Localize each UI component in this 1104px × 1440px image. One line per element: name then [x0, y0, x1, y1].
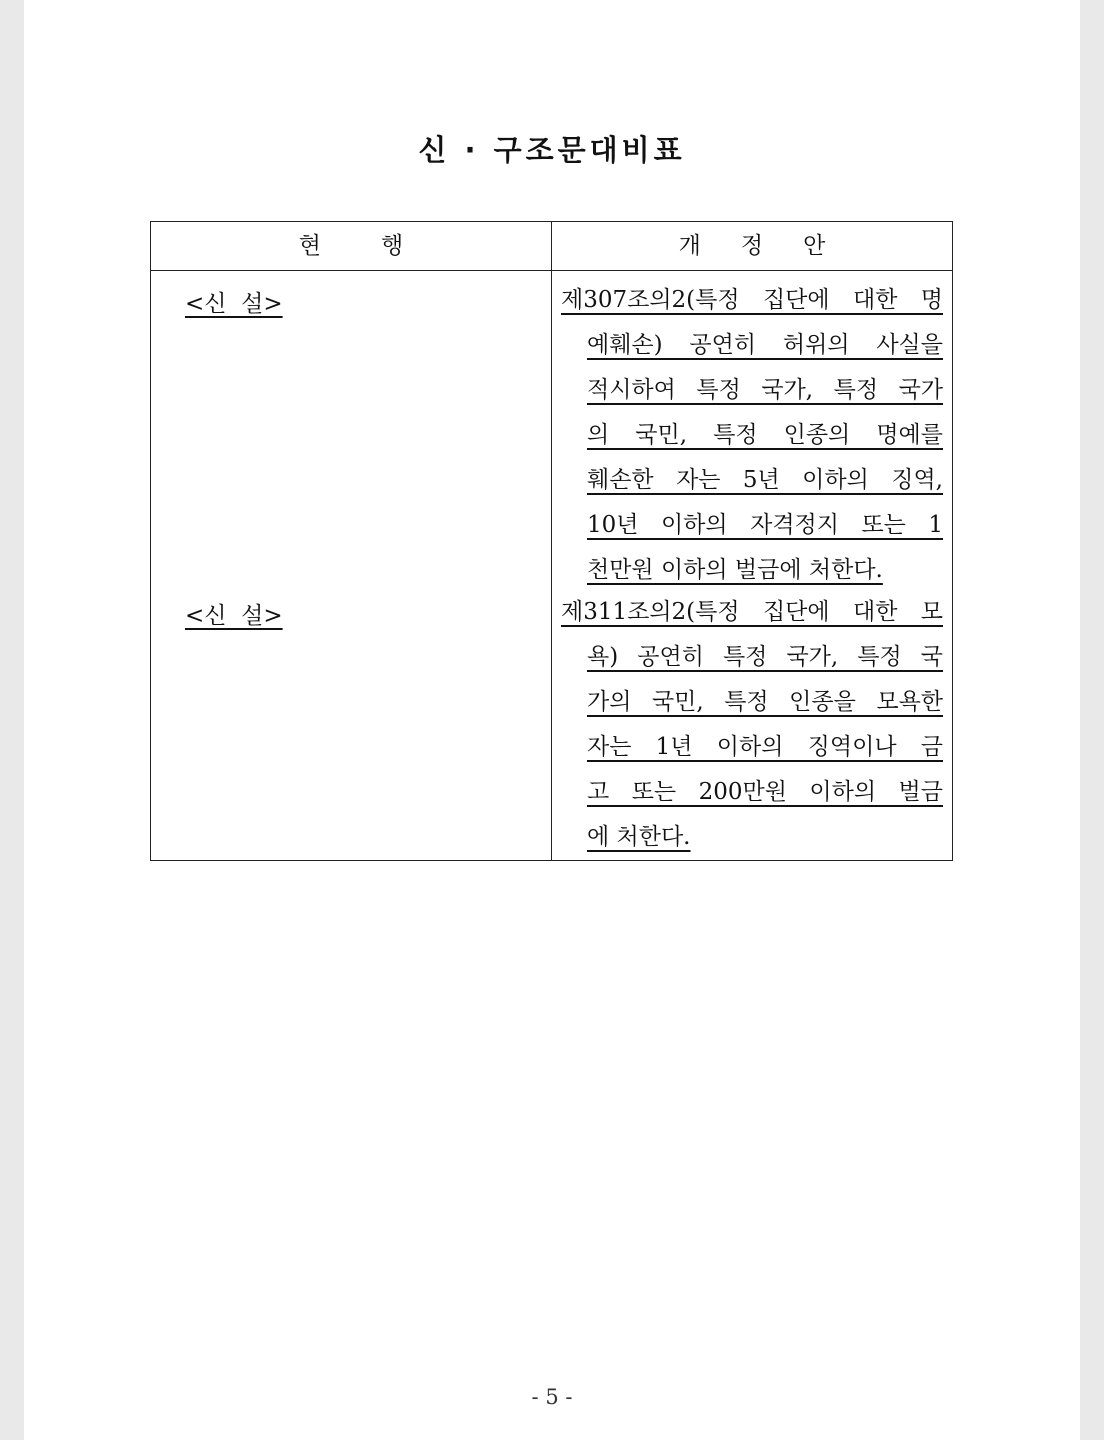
comparison-table — [150, 221, 953, 861]
article-line: 적시하여 특정 국가, 특정 국가 — [587, 377, 943, 403]
header-amendment — [552, 230, 952, 262]
header-divider — [151, 270, 952, 271]
document-page — [24, 0, 1080, 1440]
header-amendment-char: 개 — [678, 233, 701, 259]
article-line: 제311조의2(특정 집단에 대한 모 — [561, 599, 943, 625]
article-line: 욕) 공연히 특정 국가, 특정 국 — [587, 644, 943, 670]
article-line: 가의 국민, 특정 인종을 모욕한 — [587, 689, 943, 715]
header-current-char: 현 — [298, 233, 321, 259]
header-amendment-char: 정 — [740, 233, 764, 259]
article-line: 제307조의2(특정 집단에 대한 명 — [561, 287, 943, 313]
page-title: 신 · 구조문대비표 — [418, 133, 686, 167]
article-line: 고 또는 200만원 이하의 벌금 — [587, 779, 943, 805]
header-current-char: 행 — [381, 233, 404, 259]
article-line: 예훼손) 공연히 허위의 사실을 — [587, 332, 943, 358]
page-number: - 5 - — [531, 1385, 573, 1409]
column-divider — [551, 222, 552, 860]
header-amendment-char: 안 — [803, 233, 826, 259]
article-line: 천만원 이하의 벌금에 처한다. — [587, 557, 883, 583]
article-line: 훼손한 자는 5년 이하의 징역, — [587, 467, 943, 493]
article-line: 의 국민, 특정 인종의 명예를 — [587, 422, 943, 448]
article-line: 10년 이하의 자격정지 또는 1 — [587, 512, 943, 538]
current-cell-new-provision: <신 설> — [185, 603, 283, 629]
current-cell-new-provision: <신 설> — [185, 291, 283, 317]
article-line: 에 처한다. — [587, 824, 691, 850]
article-line: 자는 1년 이하의 징역이나 금 — [587, 734, 943, 760]
header-current-law — [151, 230, 551, 262]
